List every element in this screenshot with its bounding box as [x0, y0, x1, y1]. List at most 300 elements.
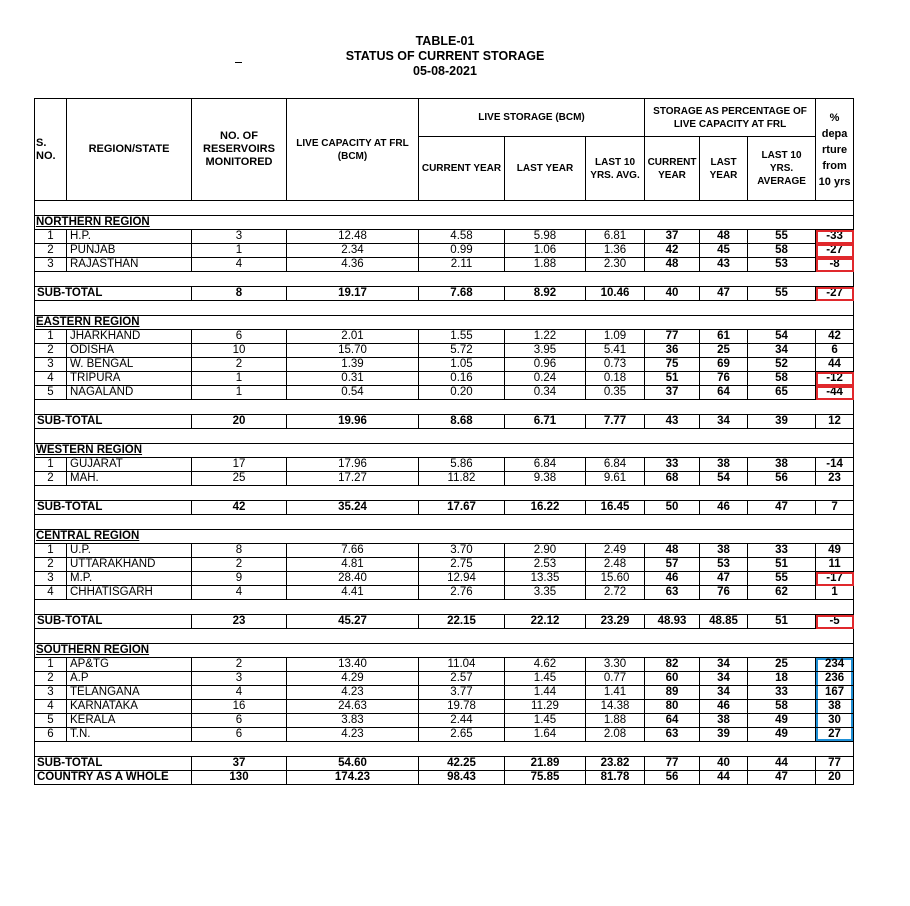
- live-storage-avg: 0.18: [586, 372, 645, 386]
- spacer-row: [35, 515, 854, 530]
- state-name: AP&TG: [67, 658, 192, 672]
- live-storage-cur: 11.82: [419, 472, 505, 486]
- pct-last10: 58: [748, 700, 816, 714]
- subtotal-row: [35, 615, 854, 629]
- reservoirs-count: 1: [192, 244, 287, 258]
- header-last10-avg: LAST 10 YRS. AVG.: [586, 137, 645, 201]
- header-pct-last10: LAST 10 YRS. AVERAGE: [748, 137, 816, 201]
- live-capacity: 4.29: [287, 672, 419, 686]
- departure-value: -8: [816, 258, 854, 272]
- pct-last10: 18: [748, 672, 816, 686]
- pct-last: 76: [700, 586, 748, 600]
- live-storage-cur: 3.70: [419, 544, 505, 558]
- live-storage-avg: 81.78: [586, 771, 645, 785]
- reservoirs-count: 4: [192, 258, 287, 272]
- subtotal-label: SUB-TOTAL: [35, 615, 192, 629]
- header-departure: % depa rture from 10 yrs: [816, 99, 854, 201]
- pct-current: 37: [645, 230, 700, 244]
- live-storage-avg: 7.77: [586, 415, 645, 429]
- pct-current: 56: [645, 771, 700, 785]
- reservoirs-count: 1: [192, 386, 287, 400]
- region-heading: NORTHERN REGION: [35, 216, 854, 230]
- pct-current: 63: [645, 586, 700, 600]
- live-storage-last: 4.62: [505, 658, 586, 672]
- live-capacity: 0.54: [287, 386, 419, 400]
- state-name: GUJARAT: [67, 458, 192, 472]
- live-storage-cur: 1.05: [419, 358, 505, 372]
- live-capacity: 17.96: [287, 458, 419, 472]
- live-capacity: 35.24: [287, 501, 419, 515]
- pct-last: 34: [700, 658, 748, 672]
- table-number: TABLE-01: [415, 34, 475, 48]
- live-capacity: 2.01: [287, 330, 419, 344]
- state-name: CHHATISGARH: [67, 586, 192, 600]
- table-row: [35, 244, 854, 258]
- serial-number: 1: [35, 658, 67, 672]
- live-storage-last: 1.44: [505, 686, 586, 700]
- pct-last10: 55: [748, 230, 816, 244]
- pct-current: 63: [645, 728, 700, 742]
- departure-value: -17: [816, 572, 854, 586]
- spacer-row: [35, 600, 854, 615]
- table-row: [35, 386, 854, 400]
- pct-last10: 47: [748, 501, 816, 515]
- departure-value: 167: [816, 686, 854, 700]
- pct-last10: 34: [748, 344, 816, 358]
- departure-value: 30: [816, 714, 854, 728]
- departure-value: 44: [816, 358, 854, 372]
- pct-last10: 53: [748, 258, 816, 272]
- state-name: MAH.: [67, 472, 192, 486]
- region-heading-row: [35, 644, 854, 658]
- table-row: [35, 358, 854, 372]
- pct-last: 69: [700, 358, 748, 372]
- live-storage-cur: 5.72: [419, 344, 505, 358]
- live-storage-last: 0.96: [505, 358, 586, 372]
- live-storage-avg: 16.45: [586, 501, 645, 515]
- live-storage-avg: 2.72: [586, 586, 645, 600]
- departure-value: 23: [816, 472, 854, 486]
- table-date: 05-08-2021: [413, 64, 477, 78]
- serial-number: 1: [35, 330, 67, 344]
- live-storage-avg: 6.84: [586, 458, 645, 472]
- serial-number: 1: [35, 544, 67, 558]
- header-capacity: LIVE CAPACITY AT FRL (BCM): [287, 99, 419, 201]
- departure-value: -33: [816, 230, 854, 244]
- reservoirs-count: 20: [192, 415, 287, 429]
- live-storage-cur: 2.44: [419, 714, 505, 728]
- region-heading: CENTRAL REGION: [35, 530, 854, 544]
- live-storage-cur: 2.57: [419, 672, 505, 686]
- serial-number: 1: [35, 458, 67, 472]
- table-row: [35, 372, 854, 386]
- live-storage-last: 5.98: [505, 230, 586, 244]
- pct-current: 48.93: [645, 615, 700, 629]
- live-storage-cur: 2.76: [419, 586, 505, 600]
- live-storage-avg: 9.61: [586, 472, 645, 486]
- table-row: [35, 714, 854, 728]
- pct-current: 57: [645, 558, 700, 572]
- spacer-row: [35, 301, 854, 316]
- state-name: M.P.: [67, 572, 192, 586]
- live-storage-avg: 23.82: [586, 757, 645, 771]
- table-row: [35, 586, 854, 600]
- reservoirs-count: 17: [192, 458, 287, 472]
- country-total-row: [35, 771, 854, 785]
- state-name: A.P: [67, 672, 192, 686]
- live-storage-avg: 0.77: [586, 672, 645, 686]
- table-row: [35, 458, 854, 472]
- header-last-year: LAST YEAR: [505, 137, 586, 201]
- departure-value: 1: [816, 586, 854, 600]
- pct-last10: 33: [748, 686, 816, 700]
- pct-last10: 49: [748, 728, 816, 742]
- departure-value: 49: [816, 544, 854, 558]
- serial-number: 1: [35, 230, 67, 244]
- reservoirs-count: 16: [192, 700, 287, 714]
- reservoirs-count: 2: [192, 658, 287, 672]
- state-name: NAGALAND: [67, 386, 192, 400]
- state-name: ODISHA: [67, 344, 192, 358]
- pct-last: 25: [700, 344, 748, 358]
- departure-value: -27: [816, 287, 854, 301]
- pct-last: 61: [700, 330, 748, 344]
- reservoirs-count: 37: [192, 757, 287, 771]
- table-body: [35, 201, 854, 785]
- live-storage-avg: 2.30: [586, 258, 645, 272]
- departure-value: 20: [816, 771, 854, 785]
- header-sno: S. NO.: [35, 99, 67, 201]
- pct-current: 77: [645, 757, 700, 771]
- reservoirs-count: 3: [192, 230, 287, 244]
- live-storage-last: 1.88: [505, 258, 586, 272]
- live-storage-last: 6.84: [505, 458, 586, 472]
- live-storage-cur: 98.43: [419, 771, 505, 785]
- departure-value: 6: [816, 344, 854, 358]
- live-capacity: 1.39: [287, 358, 419, 372]
- live-storage-last: 13.35: [505, 572, 586, 586]
- departure-value: 38: [816, 700, 854, 714]
- pct-current: 48: [645, 258, 700, 272]
- table-row: [35, 686, 854, 700]
- live-storage-last: 1.22: [505, 330, 586, 344]
- pct-last10: 51: [748, 558, 816, 572]
- live-capacity: 4.23: [287, 686, 419, 700]
- live-storage-cur: 12.94: [419, 572, 505, 586]
- pct-current: 36: [645, 344, 700, 358]
- pct-last: 48: [700, 230, 748, 244]
- reservoirs-count: 42: [192, 501, 287, 515]
- spacer-row: [35, 429, 854, 444]
- spacer-row: [35, 486, 854, 501]
- pct-current: 64: [645, 714, 700, 728]
- live-storage-cur: 2.11: [419, 258, 505, 272]
- live-storage-cur: 5.86: [419, 458, 505, 472]
- serial-number: 2: [35, 244, 67, 258]
- state-name: UTTARAKHAND: [67, 558, 192, 572]
- live-capacity: 4.81: [287, 558, 419, 572]
- pct-last10: 58: [748, 244, 816, 258]
- state-name: TELANGANA: [67, 686, 192, 700]
- live-storage-avg: 1.88: [586, 714, 645, 728]
- pct-current: 43: [645, 415, 700, 429]
- region-heading-row: [35, 444, 854, 458]
- reservoirs-count: 6: [192, 728, 287, 742]
- live-storage-last: 75.85: [505, 771, 586, 785]
- live-storage-cur: 11.04: [419, 658, 505, 672]
- live-storage-cur: 4.58: [419, 230, 505, 244]
- pct-last10: 51: [748, 615, 816, 629]
- pct-current: 46: [645, 572, 700, 586]
- departure-value: 12: [816, 415, 854, 429]
- table-row: [35, 472, 854, 486]
- serial-number: 5: [35, 386, 67, 400]
- pct-last: 47: [700, 572, 748, 586]
- table-row: [35, 230, 854, 244]
- live-storage-last: 11.29: [505, 700, 586, 714]
- table-row: [35, 258, 854, 272]
- spacer-row: [35, 272, 854, 287]
- serial-number: 3: [35, 358, 67, 372]
- pct-last: 46: [700, 700, 748, 714]
- table-row: [35, 558, 854, 572]
- live-storage-avg: 3.30: [586, 658, 645, 672]
- live-storage-avg: 14.38: [586, 700, 645, 714]
- departure-value: 11: [816, 558, 854, 572]
- live-storage-cur: 42.25: [419, 757, 505, 771]
- live-capacity: 4.23: [287, 728, 419, 742]
- live-storage-last: 16.22: [505, 501, 586, 515]
- live-storage-last: 3.95: [505, 344, 586, 358]
- live-storage-last: 1.64: [505, 728, 586, 742]
- live-storage-cur: 3.77: [419, 686, 505, 700]
- state-name: T.N.: [67, 728, 192, 742]
- live-storage-last: 21.89: [505, 757, 586, 771]
- departure-value: 27: [816, 728, 854, 742]
- reservoirs-count: 4: [192, 586, 287, 600]
- state-name: KARNATAKA: [67, 700, 192, 714]
- serial-number: 2: [35, 558, 67, 572]
- pct-current: 48: [645, 544, 700, 558]
- departure-value: -27: [816, 244, 854, 258]
- live-storage-last: 1.06: [505, 244, 586, 258]
- live-storage-last: 9.38: [505, 472, 586, 486]
- region-heading-row: [35, 316, 854, 330]
- pct-current: 82: [645, 658, 700, 672]
- region-heading-row: [35, 530, 854, 544]
- serial-number: 5: [35, 714, 67, 728]
- reservoirs-count: 9: [192, 572, 287, 586]
- pct-last10: 33: [748, 544, 816, 558]
- table-row: [35, 672, 854, 686]
- live-storage-avg: 1.41: [586, 686, 645, 700]
- live-capacity: 4.41: [287, 586, 419, 600]
- live-capacity: 15.70: [287, 344, 419, 358]
- live-capacity: 7.66: [287, 544, 419, 558]
- pct-last10: 58: [748, 372, 816, 386]
- serial-number: 3: [35, 572, 67, 586]
- pct-last: 40: [700, 757, 748, 771]
- live-storage-last: 2.53: [505, 558, 586, 572]
- live-capacity: 28.40: [287, 572, 419, 586]
- reservoirs-count: 4: [192, 686, 287, 700]
- live-capacity: 4.36: [287, 258, 419, 272]
- live-capacity: 19.96: [287, 415, 419, 429]
- pct-last: 47: [700, 287, 748, 301]
- pct-current: 89: [645, 686, 700, 700]
- pct-current: 37: [645, 386, 700, 400]
- serial-number: 2: [35, 672, 67, 686]
- reservoirs-count: 2: [192, 358, 287, 372]
- departure-value: -5: [816, 615, 854, 629]
- pct-last: 34: [700, 415, 748, 429]
- pct-last10: 44: [748, 757, 816, 771]
- pct-last: 46: [700, 501, 748, 515]
- live-storage-cur: 8.68: [419, 415, 505, 429]
- storage-table: [34, 98, 854, 785]
- live-storage-cur: 19.78: [419, 700, 505, 714]
- table-title: STATUS OF CURRENT STORAGE: [345, 49, 545, 63]
- state-name: JHARKHAND: [67, 330, 192, 344]
- pct-last: 44: [700, 771, 748, 785]
- pct-current: 42: [645, 244, 700, 258]
- header-reservoirs: NO. OF RESERVOIRS MONITORED: [192, 99, 287, 201]
- pct-last: 48.85: [700, 615, 748, 629]
- live-storage-last: 0.24: [505, 372, 586, 386]
- pct-last10: 65: [748, 386, 816, 400]
- live-storage-last: 1.45: [505, 672, 586, 686]
- live-storage-last: 0.34: [505, 386, 586, 400]
- subtotal-label: SUB-TOTAL: [35, 501, 192, 515]
- departure-value: 236: [816, 672, 854, 686]
- table-row: [35, 344, 854, 358]
- table-title-block: [0, 34, 910, 79]
- state-name: KERALA: [67, 714, 192, 728]
- live-storage-cur: 22.15: [419, 615, 505, 629]
- pct-current: 40: [645, 287, 700, 301]
- live-capacity: 2.34: [287, 244, 419, 258]
- pct-last: 38: [700, 714, 748, 728]
- table-row: [35, 658, 854, 672]
- live-capacity: 0.31: [287, 372, 419, 386]
- departure-value: 77: [816, 757, 854, 771]
- serial-number: 2: [35, 344, 67, 358]
- live-storage-cur: 0.16: [419, 372, 505, 386]
- live-capacity: 12.48: [287, 230, 419, 244]
- table-row: [35, 544, 854, 558]
- live-capacity: 17.27: [287, 472, 419, 486]
- reservoirs-count: 25: [192, 472, 287, 486]
- pct-last10: 56: [748, 472, 816, 486]
- subtotal-label: SUB-TOTAL: [35, 415, 192, 429]
- serial-number: 4: [35, 586, 67, 600]
- pct-last: 38: [700, 458, 748, 472]
- live-storage-avg: 2.49: [586, 544, 645, 558]
- pct-last: 76: [700, 372, 748, 386]
- pct-last: 45: [700, 244, 748, 258]
- serial-number: 3: [35, 686, 67, 700]
- live-capacity: 174.23: [287, 771, 419, 785]
- pct-current: 77: [645, 330, 700, 344]
- pct-last10: 55: [748, 572, 816, 586]
- state-name: PUNJAB: [67, 244, 192, 258]
- pct-last: 34: [700, 672, 748, 686]
- pct-last: 38: [700, 544, 748, 558]
- serial-number: 4: [35, 700, 67, 714]
- live-storage-last: 2.90: [505, 544, 586, 558]
- subtotal-label: SUB-TOTAL: [35, 757, 192, 771]
- live-storage-avg: 1.36: [586, 244, 645, 258]
- live-storage-avg: 0.73: [586, 358, 645, 372]
- live-storage-cur: 2.75: [419, 558, 505, 572]
- reservoirs-count: 3: [192, 672, 287, 686]
- pct-last10: 52: [748, 358, 816, 372]
- state-name: TRIPURA: [67, 372, 192, 386]
- header-pct-current: CURRENT YEAR: [645, 137, 700, 201]
- reservoirs-count: 8: [192, 544, 287, 558]
- reservoirs-count: 130: [192, 771, 287, 785]
- table-row: [35, 728, 854, 742]
- spacer-row: [35, 201, 854, 216]
- header-live-storage: LIVE STORAGE (BCM): [419, 99, 645, 137]
- live-capacity: 45.27: [287, 615, 419, 629]
- live-storage-last: 1.45: [505, 714, 586, 728]
- pct-current: 80: [645, 700, 700, 714]
- departure-value: 7: [816, 501, 854, 515]
- live-capacity: 54.60: [287, 757, 419, 771]
- pct-current: 75: [645, 358, 700, 372]
- header-pct-last: LAST YEAR: [700, 137, 748, 201]
- pct-current: 51: [645, 372, 700, 386]
- header-region: REGION/STATE: [67, 99, 192, 201]
- departure-value: -44: [816, 386, 854, 400]
- region-heading: EASTERN REGION: [35, 316, 854, 330]
- pct-last: 53: [700, 558, 748, 572]
- live-storage-avg: 1.09: [586, 330, 645, 344]
- pct-current: 60: [645, 672, 700, 686]
- serial-number: 3: [35, 258, 67, 272]
- live-storage-last: 8.92: [505, 287, 586, 301]
- region-heading: WESTERN REGION: [35, 444, 854, 458]
- live-storage-avg: 23.29: [586, 615, 645, 629]
- live-storage-cur: 7.68: [419, 287, 505, 301]
- table-row: [35, 330, 854, 344]
- state-name: W. BENGAL: [67, 358, 192, 372]
- live-storage-avg: 15.60: [586, 572, 645, 586]
- state-name: RAJASTHAN: [67, 258, 192, 272]
- pct-last10: 62: [748, 586, 816, 600]
- pct-last: 39: [700, 728, 748, 742]
- live-storage-last: 22.12: [505, 615, 586, 629]
- reservoirs-count: 1: [192, 372, 287, 386]
- pct-last10: 38: [748, 458, 816, 472]
- pct-last: 64: [700, 386, 748, 400]
- reservoirs-count: 8: [192, 287, 287, 301]
- pct-current: 68: [645, 472, 700, 486]
- spacer-row: [35, 629, 854, 644]
- live-storage-cur: 2.65: [419, 728, 505, 742]
- reservoirs-count: 2: [192, 558, 287, 572]
- pct-last10: 54: [748, 330, 816, 344]
- departure-value: -14: [816, 458, 854, 472]
- spacer-row: [35, 742, 854, 757]
- live-storage-cur: 0.99: [419, 244, 505, 258]
- reservoirs-count: 6: [192, 714, 287, 728]
- live-storage-cur: 17.67: [419, 501, 505, 515]
- subtotal-row: [35, 501, 854, 515]
- pct-current: 33: [645, 458, 700, 472]
- pct-current: 50: [645, 501, 700, 515]
